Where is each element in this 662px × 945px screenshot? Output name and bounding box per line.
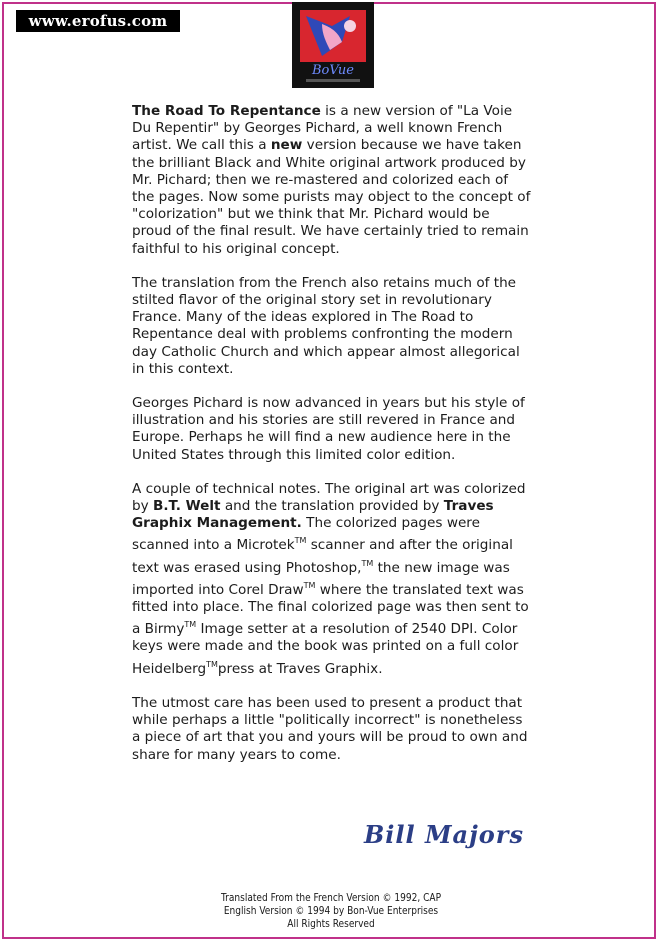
paragraph-1: The Road To Repentance is a new version of "La Voie Du Repentir" by Georges Pichard, a well known French artist. We call this a new version because we have taken the brilliant Black and White original artwork produced by Mr. Pichard; then we re-mastered and colorized each of the pages. Now some purists may object to the concept of "colorization" but we think that Mr. Pichard would be proud of the final result. We have certainly tried to remain faithful to his original concept. [132, 103, 531, 257]
bon-vue-logo [292, 2, 374, 88]
paragraph-2: The translation from the French also retains much of the stilted flavor of the original story set in revolutionary France. Many of the ideas explored in The Road to Repentance deal with problems confronting the modern day Catholic Church and which appear almost allegorical in this context. [132, 274, 520, 377]
introduction-text [132, 103, 532, 781]
footer-line-1: Translated From the French Version © 1992, CAP [220, 892, 442, 904]
footer-line-3: All Rights Reserved [287, 918, 375, 931]
footer-line-2: English Version © 1994 by Bon-Vue Enterprises [223, 905, 439, 918]
watermark: www.erofus.com [16, 10, 180, 32]
paragraph-3: Georges Pichard is now advanced in years but his style of illustration and his stories are still revered in France and Europe. Perhaps he will find a new audience here in the United States through this limited color edition. [132, 395, 525, 463]
paragraph-5: The utmost care has been used to present a product that while perhaps a little "politically incorrect" is nonetheless a piece of art that you and yours will be proud to own and share for many years to come. [132, 694, 528, 763]
signature: Bill Majors [364, 820, 524, 849]
bon-vue-logo-icon [292, 2, 374, 88]
logo-text: BoVue [311, 63, 355, 78]
copyright-footer [218, 892, 443, 932]
paragraph-4: A couple of technical notes. The original art was colorized by B.T. Welt and the translation provided by Traves Graphix Management. The colorized pages were scanned into a Microtek™ scanner and after the original text was erased using Photoshop,™ the new image was imported into Corel Draw™ where the translated text was fitted into place. The final colorized page was then sent to a Birmy™ Image setter at a resolution of 2540 DPI. Color keys were made and the book was printed on a full color Heidelberg™press at Traves Graphix. [132, 480, 529, 677]
